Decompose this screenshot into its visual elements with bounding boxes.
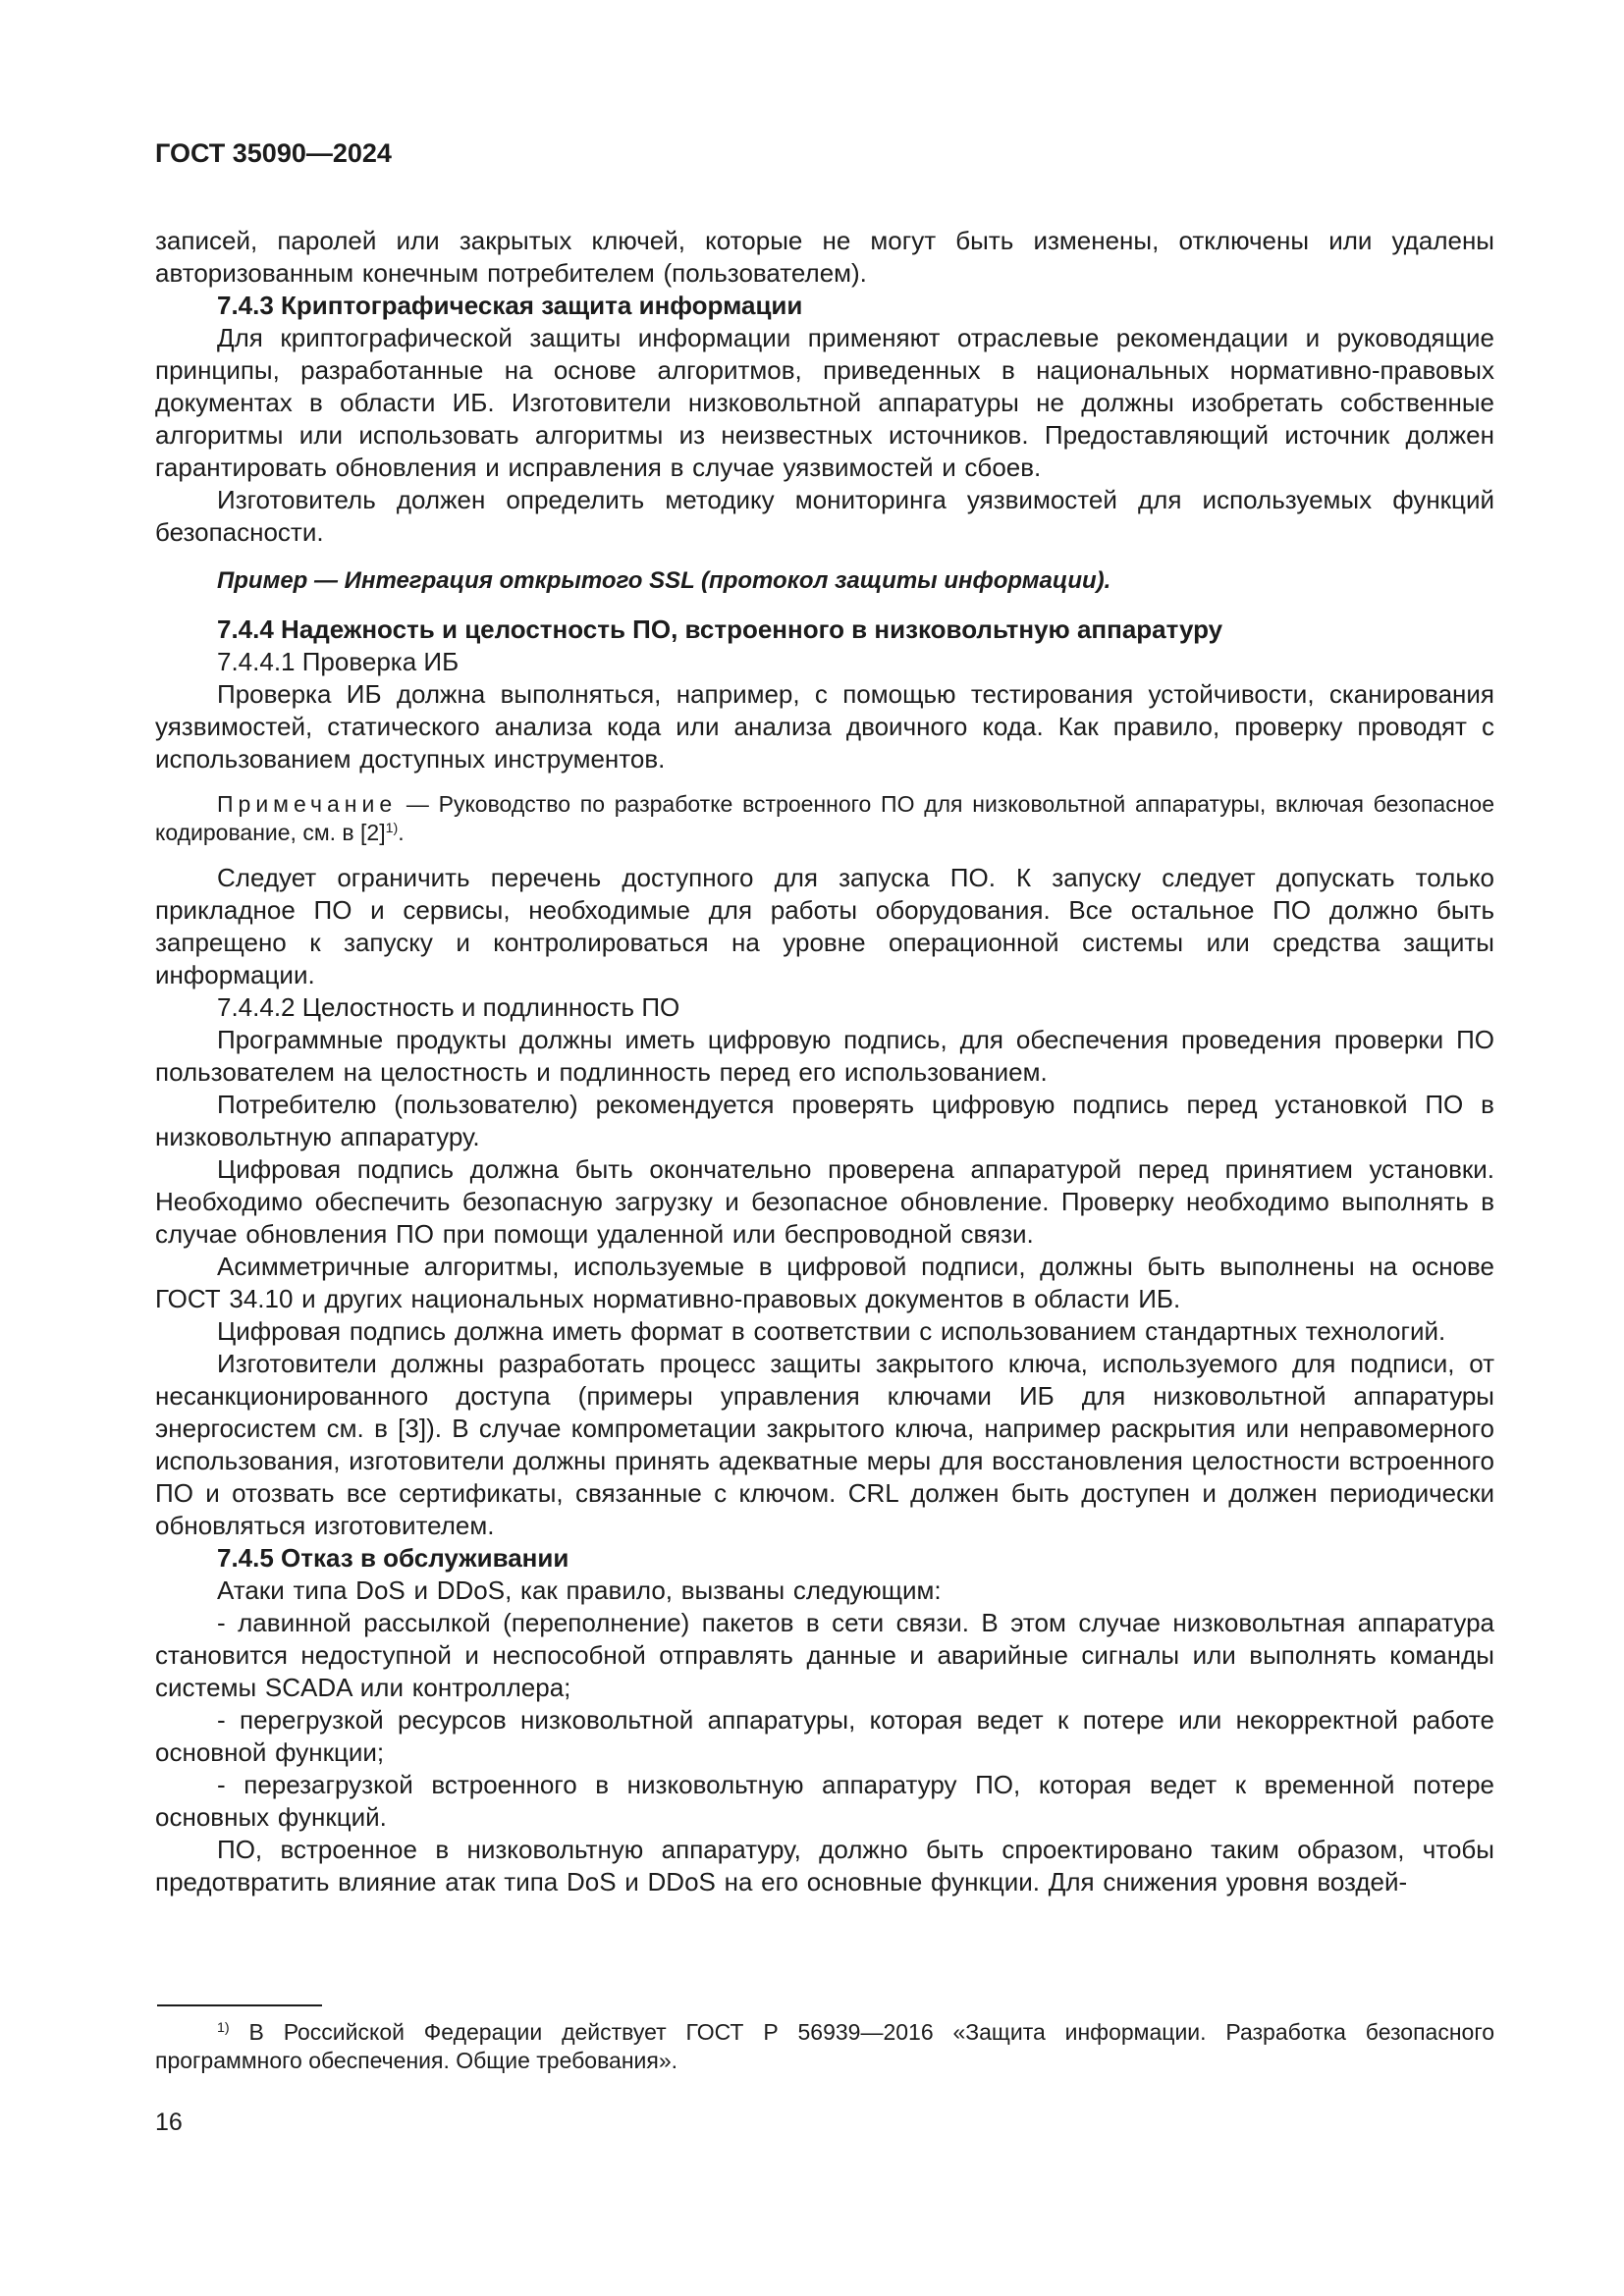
footnote-reference: 1)	[385, 821, 399, 837]
section-heading-7-4-4: 7.4.4 Надежность и целостность ПО, встроенного в низковольтную аппаратуру	[217, 614, 1223, 644]
section-heading-7-4-3: 7.4.3 Криптографическая защита информации	[217, 291, 803, 320]
note-paragraph	[155, 790, 1494, 847]
paragraph: Изготовитель должен определить методику мониторинга уязвимостей для используемых функций безопасности.	[155, 485, 1494, 547]
footnote-rule	[157, 2004, 322, 2006]
list-item: - перегрузкой ресурсов низковольтной аппаратуры, которая ведет к потере или некорректной работе основной функции;	[155, 1705, 1494, 1767]
page-number: 16	[155, 2109, 183, 2136]
footnote-paragraph	[155, 2018, 1494, 2075]
clause-heading-7-4-4-1: 7.4.4.1 Проверка ИБ	[217, 647, 460, 676]
paragraph: ПО, встроенное в низковольтную аппаратуру, должно быть спроектировано таким образом, чтобы предотвратить влияние атак типа DoS и DDoS на его основные функции. Для снижения уровня воздей-	[155, 1835, 1494, 1896]
paragraph: Потребителю (пользователю) рекомендуется проверять цифровую подпись перед установкой ПО в низковольтную аппаратуру.	[155, 1090, 1494, 1151]
paragraph: Асимметричные алгоритмы, используемые в цифровой подписи, должны быть выполнены на основе ГОСТ 34.10 и других национальных нормативно-правовых документов в области ИБ.	[155, 1252, 1494, 1313]
section-heading-7-4-5: 7.4.5 Отказ в обслуживании	[217, 1543, 569, 1573]
paragraph: Изготовители должны разработать процесс защиты закрытого ключа, используемого для подписи, от несанкционированного доступа (примеры управления ключами ИБ для низковольтной аппаратуры энергосистем см. в [3]). В случае компрометации закрытого ключа, например раскрытия или неправомерного использования, изготовители должны принять адекватные меры для восстановления целостности встроенного ПО и отозвать все сертификаты, связанные с ключом. CRL должен быть доступен и должен периодически обновляться изготовителем.	[155, 1349, 1494, 1540]
example-paragraph: Пример — Интеграция открытого SSL (протокол защиты информации).	[217, 567, 1111, 594]
footnote-area	[155, 2004, 1494, 2075]
note-tail: .	[398, 820, 405, 845]
page-content	[155, 137, 1494, 1898]
footnote-marker: 1)	[217, 2020, 230, 2037]
paragraph-continuation: записей, паролей или закрытых ключей, которые не могут быть изменены, отключены или удалены авторизованным конечным потребителем (пользователем).	[155, 226, 1494, 288]
paragraph: Для криптографической защиты информации применяют отраслевые рекомендации и руководящие принципы, разработанные на основе алгоритмов, приведенных в национальных нормативно-правовых документах в области ИБ. Изготовители низковольтной аппаратуры не должны изобретать собственные алгоритмы или использовать алгоритмы из неизвестных источников. Предоставляющий источник должен гарантировать обновления и исправления в случае уязвимостей и сбоев.	[155, 323, 1494, 482]
footnote-text: В Российской Федерации действует ГОСТ Р 56939—2016 «Защита информации. Разработка безопасного программного обеспечения. Общие требования».	[155, 2019, 1494, 2073]
list-item: - лавинной рассылкой (переполнение) пакетов в сети связи. В этом случае низковольтная аппаратура становится недоступной и неспособной отправлять данные и аварийные сигналы или выполнять команды системы SCADA или контроллера;	[155, 1608, 1494, 1702]
document-header: ГОСТ 35090—2024	[155, 138, 392, 168]
paragraph: Цифровая подпись должна быть окончательно проверена аппаратурой перед принятием установки. Необходимо обеспечить безопасную загрузку и безопасное обновление. Проверку необходимо выполнять в случае обновления ПО при помощи удаленной или беспроводной связи.	[155, 1154, 1494, 1249]
paragraph: Цифровая подпись должна иметь формат в соответствии с использованием стандартных технологий.	[217, 1316, 1446, 1346]
paragraph: Атаки типа DoS и DDoS, как правило, вызваны следующим:	[217, 1575, 942, 1605]
paragraph: Программные продукты должны иметь цифровую подпись, для обеспечения проведения проверки ПО пользователем на целостность и подлинность перед его использованием.	[155, 1025, 1494, 1087]
clause-heading-7-4-4-2: 7.4.4.2 Целостность и подлинность ПО	[217, 992, 680, 1022]
note-label: Примечание	[217, 791, 398, 817]
paragraph: Проверка ИБ должна выполняться, например, с помощью тестирования устойчивости, сканирования уязвимостей, статического анализа кода или анализа двоичного кода. Как правило, проверку проводят с использованием доступных инструментов.	[155, 679, 1494, 774]
list-item: - перезагрузкой встроенного в низковольтную аппаратуру ПО, которая ведет к временной потере основных функций.	[155, 1770, 1494, 1832]
note-text: — Руководство по разработке встроенного ПО для низковольтной аппаратуры, включая безопасное кодирование, см. в [2]	[155, 791, 1494, 845]
paragraph: Следует ограничить перечень доступного для запуска ПО. К запуску следует допускать только прикладное ПО и сервисы, необходимые для работы оборудования. Все остальное ПО должно быть запрещено к запуску и контролироваться на уровне операционной системы или средства защиты информации.	[155, 863, 1494, 989]
